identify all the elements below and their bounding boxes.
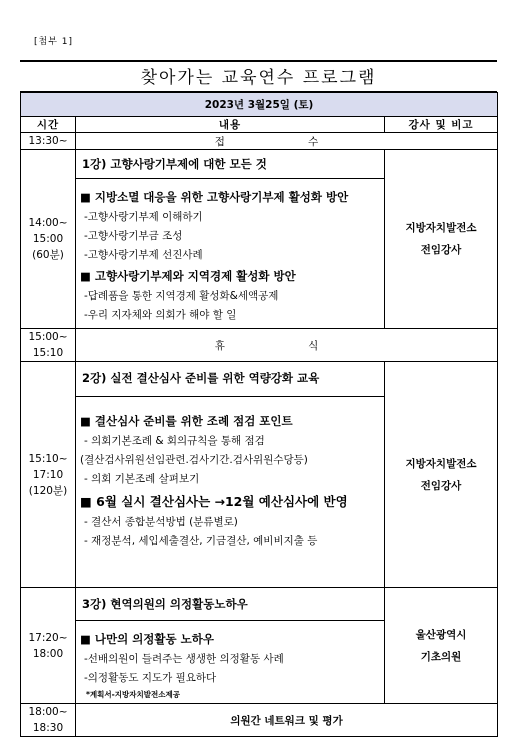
- time-line: 15:00~: [28, 331, 68, 343]
- list-item: -우리 지자체와 의회가 해야 할 일: [84, 309, 237, 321]
- time-line: 18:30: [32, 722, 64, 734]
- time-line: 14:00~: [28, 217, 68, 229]
- instructor-line: 전임강사: [420, 244, 462, 256]
- list-item: -답례품을 통한 지역경제 활성화&세액공제: [84, 290, 279, 302]
- session-3-time: [21, 588, 76, 704]
- time-line: (60분): [32, 249, 64, 261]
- event-date: 2023년 3월25일 (토): [21, 93, 498, 117]
- footnote: *계획서-지방자치발전소제공: [86, 690, 180, 699]
- session-1-title: 1강) 고향사랑기부제에 대한 모든 것: [76, 150, 384, 179]
- section-heading: ■ 지방소멸 대응을 위한 고향사랑기부제 활성화 방안: [80, 190, 349, 204]
- session-3-title: 3강) 현역의원의 의정활동노하우: [76, 588, 384, 621]
- header-content: 내용: [76, 117, 385, 133]
- break-row: [21, 329, 498, 362]
- instructor-line: 울산광역시: [415, 628, 467, 641]
- session-1-content: [76, 150, 385, 329]
- time-line: 17:20~: [28, 631, 68, 644]
- time-line: 15:10: [32, 347, 64, 359]
- session-2-content: [76, 362, 385, 588]
- list-item: - 의회기본조례 & 회의규칙을 통해 점검: [84, 435, 265, 447]
- session-1-time: [21, 150, 76, 329]
- header-row: [21, 117, 498, 133]
- session-2-title: 2강) 실전 결산심사 준비를 위한 역량강화 교육: [76, 362, 384, 397]
- list-item: -고향사랑기부금 조성: [84, 230, 183, 242]
- closing-time: [21, 704, 76, 737]
- reception-label: 접 수: [76, 133, 498, 150]
- session-3-row: [21, 588, 498, 704]
- time-line: (120분): [28, 484, 68, 497]
- header-note: 강사 및 비고: [385, 117, 498, 133]
- session-2-time: [21, 362, 76, 588]
- list-item: -선배의원이 들려주는 생생한 의정활동 사례: [84, 653, 284, 665]
- session-2-instructor: [385, 362, 498, 588]
- break-label: 휴 식: [76, 329, 498, 362]
- section-heading: ■ 6월 실시 결산심사는 →12월 예산심사에 반영: [80, 494, 348, 509]
- session-2-row: [21, 362, 498, 588]
- section-heading: ■ 결산심사 준비를 위한 조례 점검 포인트: [80, 414, 293, 428]
- break-time: [21, 329, 76, 362]
- list-item: -고향사랑기부제 이해하기: [84, 211, 203, 223]
- title-top-rule: [20, 60, 497, 62]
- list-item: -의정활동도 지도가 필요하다: [84, 672, 217, 684]
- session-3-instructor: [385, 588, 498, 704]
- session-3-content: [76, 588, 385, 704]
- time-line: 18:00: [32, 647, 64, 660]
- session-1-row: [21, 150, 498, 329]
- header-time: 시간: [21, 117, 76, 133]
- section-heading: ■ 나만의 의정활동 노하우: [80, 632, 214, 646]
- list-item: - 재정분석, 세입세출결산, 기금결산, 예비비지출 등: [84, 535, 318, 547]
- session-1-instructor: [385, 150, 498, 329]
- instructor-line: 지방자치발전소: [405, 457, 477, 470]
- instructor-line: 기초의원: [420, 650, 462, 663]
- time-line: 17:10: [32, 468, 64, 481]
- closing-row: [21, 704, 498, 737]
- title-bottom-rule: [20, 91, 497, 93]
- closing-label: 의원간 네트워크 및 평가: [76, 704, 498, 737]
- time-line: 15:00: [32, 233, 64, 245]
- page-title: 찾아가는 교육연수 프로그램: [140, 68, 377, 88]
- instructor-line: 전임강사: [420, 479, 462, 492]
- schedule-table: [20, 92, 498, 737]
- reception-time: 13:30~: [21, 133, 76, 150]
- list-item: (결산검사위원선임관련.검사기간.검사위원수당등): [80, 454, 308, 466]
- list-item: - 결산서 종합분석방법 (분류별로): [84, 516, 238, 528]
- instructor-line: 지방자치발전소: [405, 222, 477, 234]
- date-row: [21, 93, 498, 117]
- list-item: - 의회 기본조례 살펴보기: [84, 473, 200, 485]
- section-heading: ■ 고향사랑기부제와 지역경제 활성화 방안: [80, 269, 296, 283]
- time-line: 15:10~: [28, 452, 68, 465]
- time-line: 18:00~: [28, 706, 68, 718]
- attachment-label: [첨부 1]: [34, 37, 73, 47]
- reception-row: [21, 133, 498, 150]
- list-item: -고향사랑기부제 선진사례: [84, 249, 203, 261]
